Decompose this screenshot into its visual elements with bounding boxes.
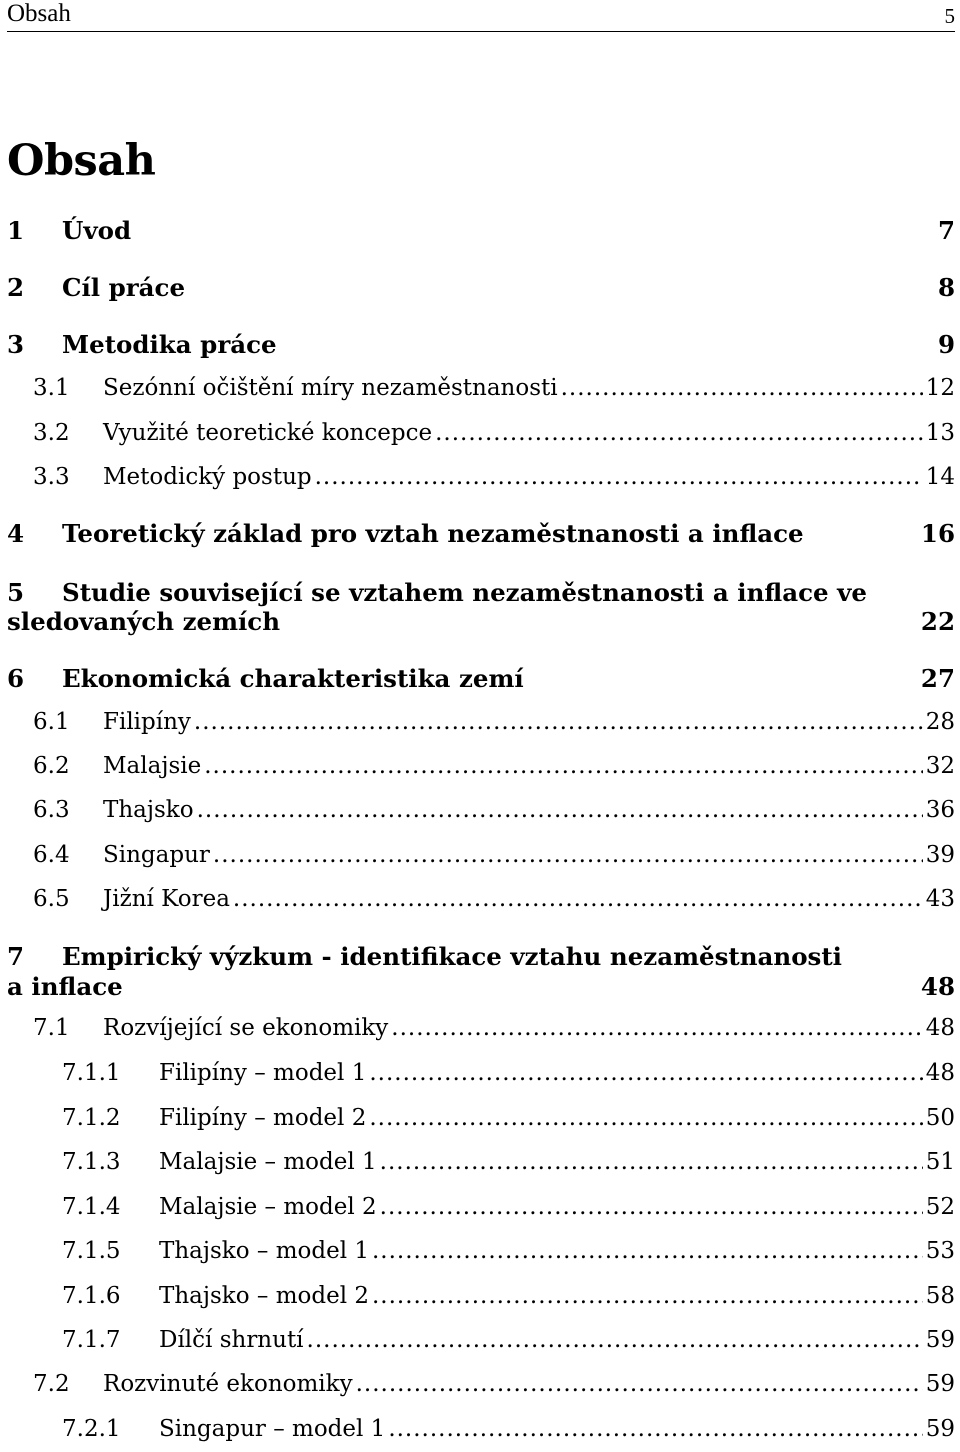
toc-number: 3.3: [33, 464, 70, 490]
dot-leader: [435, 420, 923, 446]
toc-number: 7.1.2: [62, 1105, 121, 1131]
toc-number: 2: [7, 273, 25, 302]
dot-leader: [369, 1105, 922, 1131]
toc-entry[interactable]: [7, 607, 955, 643]
toc-title: Teoretický základ pro vztah nezaměstnanosti a inflace: [62, 519, 804, 548]
toc-page: 8: [937, 273, 955, 302]
dot-leader: [561, 375, 923, 401]
toc-number: 6.4: [33, 842, 70, 868]
toc-entry[interactable]: [7, 1194, 955, 1230]
toc-entry-line[interactable]: [7, 578, 867, 607]
toc-entry-line[interactable]: [7, 942, 842, 971]
toc-page: 39: [925, 842, 955, 868]
toc-page: 16: [920, 519, 955, 548]
dot-leader: [380, 1149, 923, 1175]
toc-page: 12: [925, 375, 955, 401]
toc-page: 13: [925, 420, 955, 446]
dot-leader: [213, 842, 923, 868]
toc-page: 59: [925, 1327, 955, 1353]
toc-number: 7.1.3: [62, 1149, 121, 1175]
toc-title: Thajsko: [103, 797, 194, 823]
toc-title-continued: sledovaných zemích: [7, 607, 281, 636]
toc-page: 59: [925, 1371, 955, 1397]
toc-number: 5: [7, 578, 25, 607]
toc-number: 7.2.1: [62, 1416, 121, 1442]
dot-leader: [356, 1371, 923, 1397]
running-header: [7, 0, 955, 32]
toc-entry[interactable]: [7, 1149, 955, 1185]
toc-title: Studie související se vztahem nezaměstnanosti a inflace ve: [62, 578, 867, 607]
toc-page: 58: [925, 1283, 955, 1309]
toc-number: 6.2: [33, 753, 70, 779]
toc-entry[interactable]: [7, 464, 955, 500]
toc-title: Singapur – model 1: [159, 1416, 386, 1442]
toc-number: 6: [7, 664, 25, 693]
toc-number: 3.1: [33, 375, 70, 401]
toc-entry[interactable]: [7, 886, 955, 922]
toc-title: Filipíny: [103, 709, 191, 735]
dot-leader: [391, 1015, 922, 1041]
toc-page: 48: [920, 972, 955, 1001]
toc-page: 28: [925, 709, 955, 735]
toc-page: 22: [920, 607, 955, 636]
toc-title: Rozvíjející se ekonomiky: [103, 1015, 389, 1041]
page-title: Obsah: [7, 136, 156, 186]
toc-page: 7: [937, 216, 955, 245]
toc-page: 53: [925, 1238, 955, 1264]
toc-page: 48: [925, 1015, 955, 1041]
dot-leader: [380, 1194, 923, 1220]
toc-title: Malajsie – model 1: [159, 1149, 377, 1175]
toc-page: 59: [925, 1416, 955, 1442]
toc-title: Ekonomická charakteristika zemí: [62, 664, 524, 693]
toc-entry[interactable]: [7, 1238, 955, 1274]
toc-title-continued: a inflace: [7, 972, 123, 1001]
toc-title: Malajsie – model 2: [159, 1194, 377, 1220]
toc-title: Thajsko – model 1: [159, 1238, 369, 1264]
toc-number: 7.1.7: [62, 1327, 121, 1353]
toc-page: 36: [925, 797, 955, 823]
toc-title: Úvod: [62, 216, 132, 245]
dot-leader: [315, 464, 923, 490]
toc-number: 6.5: [33, 886, 70, 912]
toc-entry[interactable]: [7, 664, 955, 700]
toc-entry[interactable]: [7, 842, 955, 878]
toc-entry[interactable]: [7, 1060, 955, 1096]
toc-number: 4: [7, 519, 25, 548]
page-number: 5: [944, 4, 955, 28]
dot-leader: [307, 1327, 923, 1353]
toc-title: Dílčí shrnutí: [159, 1327, 304, 1353]
toc-title: Filipíny – model 1: [159, 1060, 367, 1086]
toc-entry[interactable]: [7, 1327, 955, 1363]
toc-entry[interactable]: [7, 1105, 955, 1141]
toc-number: 7.1.6: [62, 1283, 121, 1309]
toc-entry[interactable]: [7, 216, 955, 252]
toc-number: 7.1.4: [62, 1194, 121, 1220]
toc-page: 51: [925, 1149, 955, 1175]
toc-page: 43: [925, 886, 955, 912]
toc-number: 6.1: [33, 709, 70, 735]
dot-leader: [204, 753, 922, 779]
running-header-title: Obsah: [7, 0, 71, 27]
toc-page: 14: [925, 464, 955, 490]
toc-title: Rozvinuté ekonomiky: [103, 1371, 353, 1397]
toc-entry[interactable]: [7, 797, 955, 833]
toc-number: 3: [7, 330, 25, 359]
toc-title: Malajsie: [103, 753, 202, 779]
toc-title: Empirický výzkum - identifikace vztahu nezaměstnanosti: [62, 942, 842, 971]
toc-title: Singapur: [103, 842, 210, 868]
toc-page: 52: [925, 1194, 955, 1220]
toc-page: 27: [920, 664, 955, 693]
toc-number: 7.1.5: [62, 1238, 121, 1264]
toc-entry[interactable]: [7, 1015, 955, 1051]
toc-title: Metodický postup: [103, 464, 312, 490]
toc-entry[interactable]: [7, 972, 955, 1008]
toc-number: 3.2: [33, 420, 70, 446]
toc-title: Sezónní očištění míry nezaměstnanosti: [103, 375, 558, 401]
toc-title: Filipíny – model 2: [159, 1105, 367, 1131]
dot-leader: [388, 1416, 922, 1442]
toc-entry[interactable]: [7, 753, 955, 789]
toc-number: 7.2: [33, 1371, 70, 1397]
dot-leader: [369, 1060, 922, 1086]
toc-entry[interactable]: [7, 1371, 955, 1407]
toc-entry[interactable]: [7, 375, 955, 411]
toc-number: 7.1.1: [62, 1060, 121, 1086]
toc-title: Cíl práce: [62, 273, 186, 302]
toc-page: 9: [937, 330, 955, 359]
toc-page: 32: [925, 753, 955, 779]
toc-number: 1: [7, 216, 25, 245]
toc-title: Thajsko – model 2: [159, 1283, 369, 1309]
toc-number: 7.1: [33, 1015, 70, 1041]
toc-title: Využité teoretické koncepce: [103, 420, 433, 446]
dot-leader: [233, 886, 923, 912]
toc-number: 7: [7, 942, 25, 971]
toc-title: Metodika práce: [62, 330, 277, 359]
toc-page: 48: [925, 1060, 955, 1086]
toc-entry[interactable]: [7, 1283, 955, 1319]
dot-leader: [372, 1283, 923, 1309]
toc-entry[interactable]: [7, 330, 955, 366]
toc-entry[interactable]: [7, 709, 955, 745]
toc-entry[interactable]: [7, 1416, 955, 1452]
toc-entry[interactable]: [7, 273, 955, 309]
toc-page: 50: [925, 1105, 955, 1131]
toc-title: Jižní Korea: [103, 886, 230, 912]
dot-leader: [194, 709, 923, 735]
toc-number: 6.3: [33, 797, 70, 823]
toc-entry[interactable]: [7, 420, 955, 456]
toc-entry[interactable]: [7, 519, 955, 555]
dot-leader: [372, 1238, 923, 1264]
dot-leader: [197, 797, 923, 823]
